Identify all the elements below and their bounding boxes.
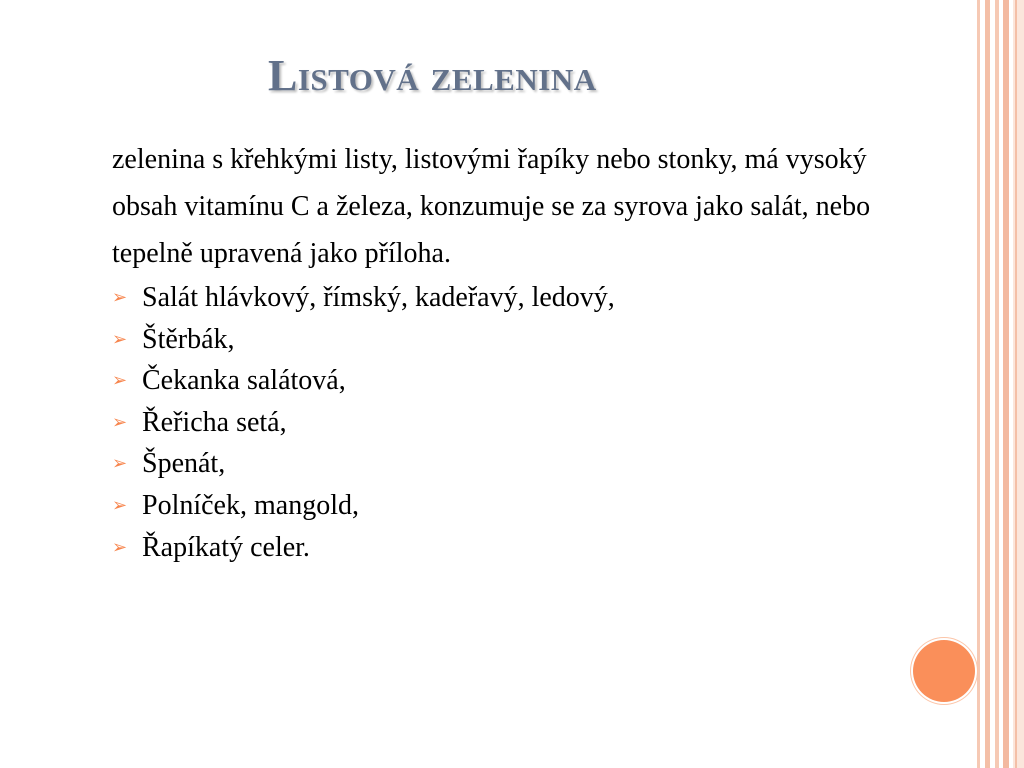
- list-item-text: Řapíkatý celer.: [142, 531, 310, 563]
- list-item: [112, 360, 912, 402]
- arrow-bullet-icon: ➢: [112, 453, 128, 474]
- list-item: [112, 277, 912, 319]
- slide-body: [112, 136, 912, 568]
- decorative-stripe: [977, 0, 980, 768]
- arrow-bullet-icon: ➢: [112, 370, 128, 391]
- list-item-text: Špenát,: [142, 448, 226, 480]
- list-item-text: Polníček, mangold,: [142, 489, 359, 521]
- arrow-bullet-icon: ➢: [112, 494, 128, 515]
- bullet-list: [112, 277, 912, 568]
- list-item: [112, 485, 912, 527]
- list-item: [112, 443, 912, 485]
- list-item-text: Štěrbák,: [142, 323, 235, 355]
- decorative-circle: [913, 640, 975, 702]
- decorative-stripe: [995, 0, 999, 768]
- list-item-text: Řeřicha setá,: [142, 406, 287, 438]
- intro-paragraph: zelenina s křehkými listy, listovými řapíky nebo stonky, má vysoký obsah vitamínu C a železa, konzumuje se za syrova jako salát, nebo tepelně upravená jako příloha.: [112, 144, 871, 269]
- list-item: [112, 319, 912, 361]
- list-item-text: Salát hlávkový, římský, kadeřavý, ledový,: [142, 282, 615, 313]
- decorative-stripe: [1003, 0, 1009, 768]
- list-item: [112, 527, 912, 569]
- arrow-bullet-icon: ➢: [112, 328, 128, 349]
- arrow-bullet-icon: ➢: [112, 287, 128, 307]
- list-item: [112, 402, 912, 444]
- slide-title: Listová zelenina: [268, 51, 597, 100]
- arrow-bullet-icon: ➢: [112, 536, 128, 557]
- list-item-text: Čekanka salátová,: [142, 365, 346, 397]
- decorative-stripe: [1015, 0, 1017, 768]
- decorative-stripe: [985, 0, 990, 768]
- arrow-bullet-icon: ➢: [112, 411, 128, 432]
